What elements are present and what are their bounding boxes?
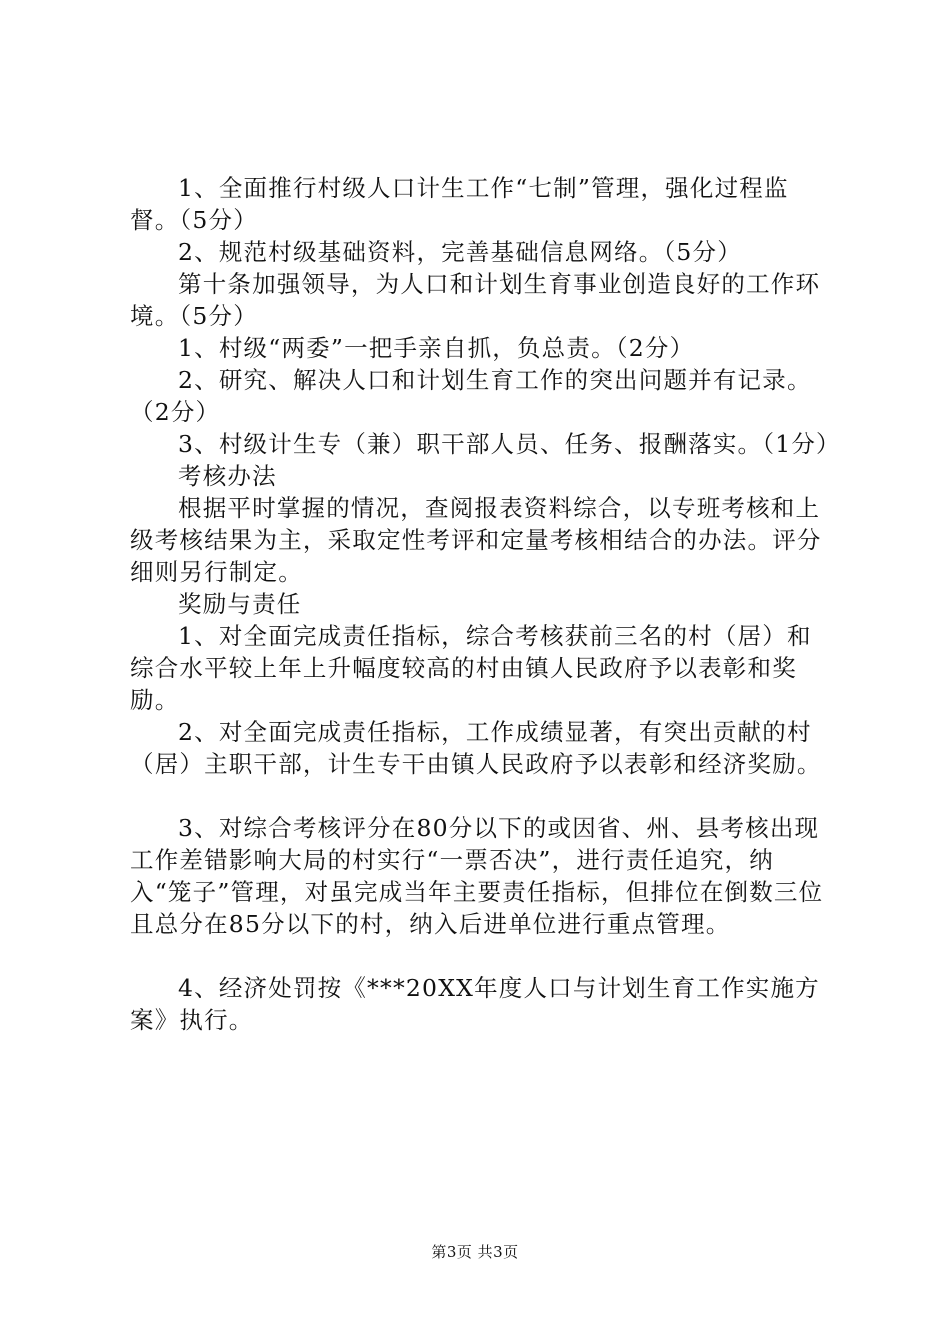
paragraph-assessment-method: 根据平时掌握的情况，查阅报表资料综合，以专班考核和上级考核结果为主，采取定性考评和定量考核相结合的办法。评分细则另行制定。: [130, 494, 822, 586]
section-heading-assessment: 考核办法: [178, 462, 277, 490]
page-number-footer: 第3页 共3页: [431, 1243, 519, 1261]
section-heading-rewards: 奖励与责任: [178, 590, 302, 618]
paragraph-reward-3: 3、对综合考核评分在80分以下的或因省、州、县考核出现工作差错影响大局的村实行“一票否决”，进行责任追究，纳入“笼子”管理，对虽完成当年主要责任指标，但排位在倒数三位且总分在85分以下的村，纳入后进单位进行重点管理。: [130, 814, 824, 938]
paragraph-item-2-research: 2、研究、解决人口和计划生育工作的突出问题并有记录。（2分）: [130, 366, 812, 426]
paragraph-spacer: [130, 780, 835, 812]
paragraph-item-1-leadership: 1、村级“两委”一把手亲自抓，负总责。（2分）: [178, 334, 695, 362]
paragraph-item-2-basic-data: 2、规范村级基础资料，完善基础信息网络。（5分）: [178, 238, 742, 266]
paragraph-item-3-staff: 3、村级计生专（兼）职干部人员、任务、报酬落实。（1分）: [178, 430, 841, 458]
document-body: [130, 172, 841, 1036]
paragraph-article-10: 第十条加强领导，为人口和计划生育事业创造良好的工作环境。（5分）: [130, 270, 821, 330]
paragraph-spacer: [130, 940, 835, 972]
paragraph-item-1-supervision: 1、全面推行村级人口计生工作“七制”管理，强化过程监督。（5分）: [130, 174, 789, 234]
paragraph-reward-2: 2、对全面完成责任指标，工作成绩显著，有突出贡献的村（居）主职干部，计生专干由镇人民政府予以表彰和经济奖励。: [130, 718, 822, 778]
paragraph-reward-4: 4、经济处罚按《***20XX年度人口与计划生育工作实施方案》执行。: [130, 974, 820, 1034]
paragraph-reward-1: 1、对全面完成责任指标，综合考核获前三名的村（居）和综合水平较上年上升幅度较高的村由镇人民政府予以表彰和奖励。: [130, 622, 812, 714]
